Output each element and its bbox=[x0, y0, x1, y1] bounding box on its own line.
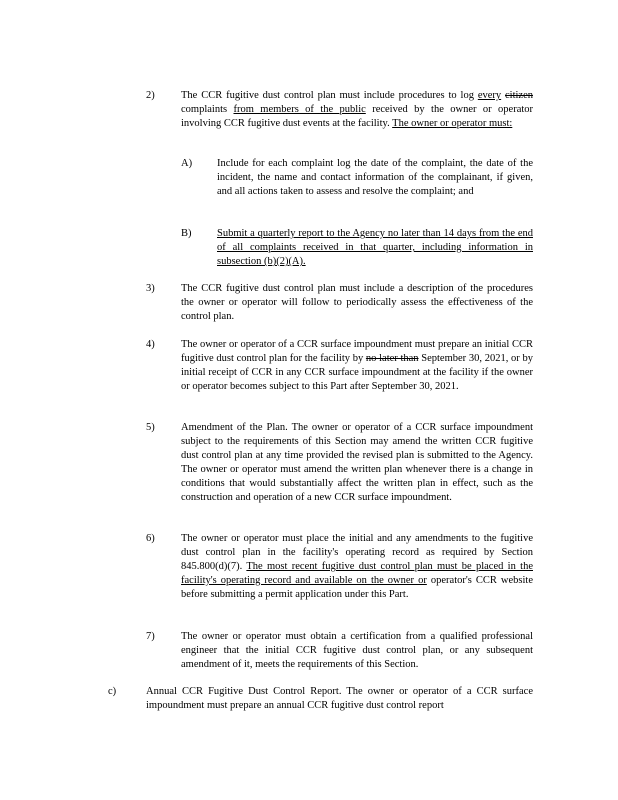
item-3-number: 3) bbox=[146, 283, 155, 294]
text-run: Amendment of the Plan. The owner or operator of a CCR surface impoundment subject to the requirements of this Section may amend the written CCR fugitive dust control plan at any time provided the revised plan is submitted to the Agency. The owner or operator must amend the written plan whenever there is a change in conditions that would substantially affect the written plan in effect, such as the construction and operation of a new CCR surface impoundment. bbox=[181, 422, 533, 503]
text-run: The CCR fugitive dust control plan must include a description of the procedures the owner or operator will follow to periodically assess the effectiveness of the control plan. bbox=[181, 283, 533, 322]
section-c-text: Annual CCR Fugitive Dust Control Report. The owner or operator of a CCR surface impoundment must prepare an annual CCR fugitive dust control report bbox=[146, 686, 533, 711]
inserted-text: every bbox=[477, 90, 502, 101]
inserted-text: Submit a quarterly report to the Agency no later than 14 days from the end of all complaints received in that quarter, including information in subsection (b)(2)(A). bbox=[217, 228, 533, 267]
item-2-text bbox=[181, 89, 533, 131]
text-run: complaints bbox=[181, 104, 234, 115]
text-run: September 30, 2021, or by initial receipt of CCR in any CCR surface impoundment at the facility if the owner or operator becomes subject to this Part after September 30, 2021. bbox=[181, 353, 533, 392]
item-5-number: 5) bbox=[146, 422, 155, 433]
item-2b-text bbox=[217, 227, 533, 269]
inserted-text: The owner or operator must: bbox=[392, 118, 513, 129]
item-7-number: 7) bbox=[146, 631, 155, 642]
item-2-number: 2) bbox=[146, 90, 155, 101]
text-run: The owner or operator of a CCR surface impoundment must prepare an initial CCR fugitive dust control plan for the facility by bbox=[181, 339, 533, 364]
text-run: The owner or operator must place the initial and any amendments to the fugitive dust control plan in the facility's operating record as required by Section 845.800(d)(7). bbox=[181, 533, 533, 572]
item-4-number: 4) bbox=[146, 339, 155, 350]
deleted-text: citizen bbox=[505, 90, 533, 101]
item-2a-text bbox=[217, 157, 533, 199]
item-4-text bbox=[181, 338, 533, 394]
section-c-label: c) bbox=[108, 686, 117, 697]
item-3-text bbox=[181, 282, 533, 324]
item-6-number: 6) bbox=[146, 533, 155, 544]
text-run: received by the owner or operator involving CCR fugitive dust events at the facility. bbox=[181, 104, 534, 129]
item-2b-label: B) bbox=[181, 228, 192, 239]
text-run: The CCR fugitive dust control plan must include procedures to log bbox=[181, 90, 478, 101]
text-run: operator's CCR website before submitting a permit application under this Part. bbox=[181, 575, 533, 600]
text-run: Include for each complaint log the date of the complaint, the date of the incident, the name and contact information of the complainant, if given, and all actions taken to assess and resolve the complaint; and bbox=[217, 158, 533, 197]
deleted-text: no later than bbox=[365, 353, 419, 364]
item-6-text bbox=[181, 532, 533, 602]
item-7-text bbox=[181, 630, 533, 672]
item-2a-label: A) bbox=[181, 158, 193, 169]
item-5-text bbox=[181, 421, 533, 505]
inserted-text: The most recent fugitive dust control plan must be placed in the facility's operating record and available on the owner or bbox=[181, 561, 533, 586]
text-run: The owner or operator must obtain a certification from a qualified professional engineer that the initial CCR fugitive dust control plan, or any subsequent amendment of it, meets the requirements of this Section. bbox=[181, 631, 533, 670]
inserted-text: from members of the public bbox=[233, 104, 366, 115]
